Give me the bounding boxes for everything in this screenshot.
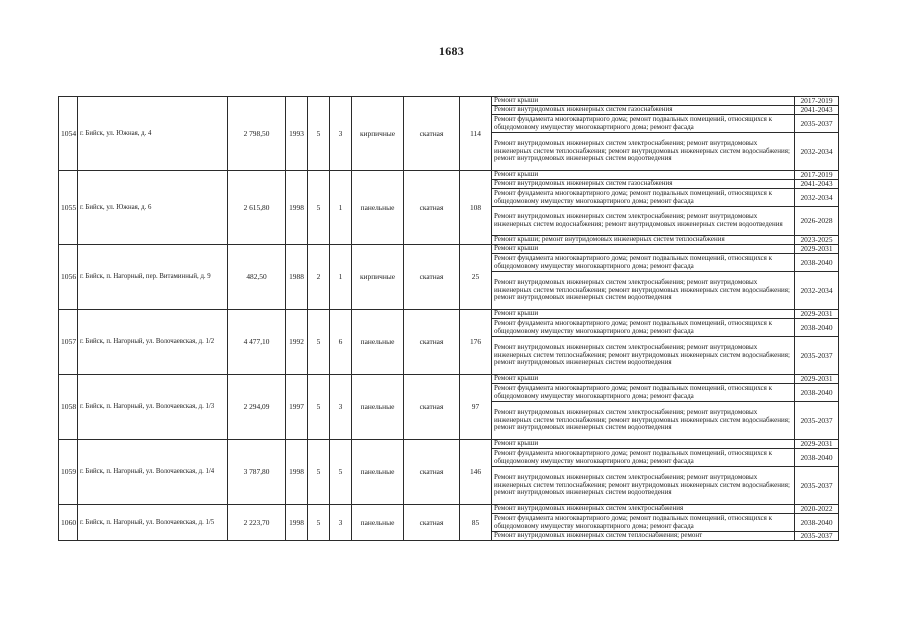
house-flats: 25 (460, 245, 492, 310)
repair-period: 2029-2031 (795, 440, 839, 449)
house-area: 3 787,80 (228, 440, 286, 505)
table-row (59, 440, 839, 449)
table-row (59, 97, 839, 106)
house-roof-type: скатная (404, 375, 460, 440)
house-year: 1993 (286, 97, 308, 171)
repair-work-description: Ремонт крыши (492, 97, 795, 106)
repair-period: 2041-2043 (795, 106, 839, 115)
house-year: 1988 (286, 245, 308, 310)
repair-work-description: Ремонт крыши (492, 310, 795, 319)
repair-period: 2017-2019 (795, 171, 839, 180)
house-area: 2 223,70 (228, 505, 286, 541)
table-row (59, 505, 839, 514)
repair-period: 2038-2040 (795, 384, 839, 402)
house-floors: 2 (308, 245, 330, 310)
repair-work-description: Ремонт фундамента многоквартирного дома; ремонт подвальных помещений, относящихся к общедомовому имуществу многоквартирного дома; ремонт фасада (492, 384, 795, 402)
repair-period: 2032-2034 (795, 133, 839, 171)
house-wall-material: кирпичные (352, 97, 404, 171)
house-address: г. Бийск, п. Нагорный, ул. Волочаевская, д. 1/2 (78, 310, 228, 375)
house-entrances: 3 (330, 375, 352, 440)
house-entrances: 1 (330, 245, 352, 310)
repair-period: 2038-2040 (795, 254, 839, 272)
house-area: 2 294,09 (228, 375, 286, 440)
house-roof-type: скатная (404, 440, 460, 505)
repair-work-description: Ремонт внутридомовых инженерных систем электроснабжения; ремонт внутридомовых инженерных систем теплоснабжения; ремонт внутридомовых инженерных систем водоснабжения; ремонт внутридомовых инженерных систем водоотведения (492, 337, 795, 375)
repair-period: 2032-2034 (795, 189, 839, 207)
house-entrances: 3 (330, 97, 352, 171)
repair-work-description: Ремонт крыши (492, 171, 795, 180)
repair-work-description: Ремонт крыши; ремонт внутридомовых инженерных систем теплоснабжения (492, 236, 795, 245)
house-flats: 85 (460, 505, 492, 541)
house-entrances: 6 (330, 310, 352, 375)
house-floors: 5 (308, 171, 330, 245)
house-floors: 5 (308, 440, 330, 505)
house-wall-material: панельные (352, 310, 404, 375)
house-year: 1992 (286, 310, 308, 375)
repair-work-description: Ремонт крыши (492, 245, 795, 254)
house-address: г. Бийск, п. Нагорный, ул. Волочаевская, д. 1/4 (78, 440, 228, 505)
house-year: 1998 (286, 171, 308, 245)
repair-period: 2038-2040 (795, 449, 839, 467)
house-flats: 176 (460, 310, 492, 375)
repair-work-description: Ремонт внутридомовых инженерных систем газоснабжения (492, 180, 795, 189)
repair-period: 2026-2028 (795, 207, 839, 236)
house-floors: 5 (308, 505, 330, 541)
house-wall-material: панельные (352, 440, 404, 505)
repair-period: 2035-2037 (795, 532, 839, 541)
house-number: 1059 (59, 440, 78, 505)
repair-period: 2035-2037 (795, 337, 839, 375)
house-number: 1058 (59, 375, 78, 440)
table-row (59, 375, 839, 384)
repair-work-description: Ремонт фундамента многоквартирного дома; ремонт подвальных помещений, относящихся к общедомовому имуществу многоквартирного дома; ремонт фасада (492, 254, 795, 272)
house-roof-type: скатная (404, 310, 460, 375)
repair-work-description: Ремонт фундамента многоквартирного дома; ремонт подвальных помещений, относящихся к общедомовому имуществу многоквартирного дома; ремонт фасада (492, 115, 795, 133)
repair-work-description: Ремонт крыши (492, 375, 795, 384)
repair-work-description: Ремонт фундамента многоквартирного дома; ремонт подвальных помещений, относящихся к общедомовому имуществу многоквартирного дома; ремонт фасада (492, 319, 795, 337)
house-area: 4 477,10 (228, 310, 286, 375)
house-roof-type: скатная (404, 171, 460, 245)
house-flats: 114 (460, 97, 492, 171)
repair-work-description: Ремонт внутридомовых инженерных систем газоснабжения (492, 106, 795, 115)
page-number: 1683 (438, 44, 465, 58)
house-wall-material: кирпичные (352, 245, 404, 310)
house-floors: 5 (308, 375, 330, 440)
repair-period: 2020-2022 (795, 505, 839, 514)
repair-period: 2035-2037 (795, 467, 839, 505)
house-number: 1057 (59, 310, 78, 375)
repair-period: 2038-2040 (795, 514, 839, 532)
house-wall-material: панельные (352, 171, 404, 245)
repair-work-description: Ремонт фундамента многоквартирного дома; ремонт подвальных помещений, относящихся к общедомовому имуществу многоквартирного дома; ремонт фасада (492, 449, 795, 467)
house-area: 482,50 (228, 245, 286, 310)
house-wall-material: панельные (352, 375, 404, 440)
repair-period: 2023-2025 (795, 236, 839, 245)
house-number: 1056 (59, 245, 78, 310)
repair-period: 2038-2040 (795, 319, 839, 337)
house-flats: 108 (460, 171, 492, 245)
repair-period: 2032-2034 (795, 272, 839, 310)
repair-work-description: Ремонт внутридомовых инженерных систем электроснабжения (492, 505, 795, 514)
repair-period: 2035-2037 (795, 115, 839, 133)
house-address: г. Бийск, ул. Южная, д. 4 (78, 97, 228, 171)
house-year: 1998 (286, 440, 308, 505)
table-row (59, 171, 839, 180)
house-number: 1055 (59, 171, 78, 245)
house-address: г. Бийск, ул. Южная, д. 6 (78, 171, 228, 245)
house-number: 1060 (59, 505, 78, 541)
repair-period: 2041-2043 (795, 180, 839, 189)
table-row (59, 245, 839, 254)
house-area: 2 798,50 (228, 97, 286, 171)
house-floors: 5 (308, 97, 330, 171)
repair-work-description: Ремонт внутридомовых инженерных систем электроснабжения; ремонт внутридомовых инженерных систем теплоснабжения; ремонт внутридомовых инженерных систем водоснабжения; ремонт внутридомовых инженерных систем водоотведения (492, 133, 795, 171)
house-flats: 146 (460, 440, 492, 505)
repair-work-description: Ремонт внутридомовых инженерных систем теплоснабжения; ремонт (492, 532, 795, 541)
house-number: 1054 (59, 97, 78, 171)
repair-work-description: Ремонт внутридомовых инженерных систем электроснабжения; ремонт внутридомовых инженерных систем теплоснабжения; ремонт внутридомовых инженерных систем водоснабжения; ремонт внутридомовых инженерных систем водоотведения (492, 272, 795, 310)
house-address: г. Бийск, п. Нагорный, ул. Волочаевская, д. 1/3 (78, 375, 228, 440)
house-entrances: 5 (330, 440, 352, 505)
repair-period: 2029-2031 (795, 375, 839, 384)
house-address: г. Бийск, п. Нагорный, пер. Витаминный, д. 9 (78, 245, 228, 310)
house-entrances: 1 (330, 171, 352, 245)
repair-period: 2035-2037 (795, 402, 839, 440)
house-wall-material: панельные (352, 505, 404, 541)
house-address: г. Бийск, п. Нагорный, ул. Волочаевская, д. 1/5 (78, 505, 228, 541)
repair-work-description: Ремонт внутридомовых инженерных систем электроснабжения; ремонт внутридомовых инженерных систем теплоснабжения; ремонт внутридомовых инженерных систем водоснабжения; ремонт внутридомовых инженерных систем водоотведения (492, 467, 795, 505)
repair-work-description: Ремонт внутридомовых инженерных систем электроснабжения; ремонт внутридомовых инженерных систем водоснабжения; ремонт внутридомовых инженерных систем водоотведения (492, 207, 795, 236)
repair-work-description: Ремонт крыши (492, 440, 795, 449)
repair-period: 2017-2019 (795, 97, 839, 106)
table-body (59, 97, 839, 541)
table-row (59, 310, 839, 319)
house-roof-type: скатная (404, 245, 460, 310)
repair-period: 2029-2031 (795, 310, 839, 319)
repair-work-description: Ремонт фундамента многоквартирного дома; ремонт подвальных помещений, относящихся к общедомовому имуществу многоквартирного дома; ремонт фасада (492, 189, 795, 207)
house-roof-type: скатная (404, 97, 460, 171)
house-area: 2 615,80 (228, 171, 286, 245)
repair-work-description: Ремонт внутридомовых инженерных систем электроснабжения; ремонт внутридомовых инженерных систем теплоснабжения; ремонт внутридомовых инженерных систем водоснабжения; ремонт внутридомовых инженерных систем водоотведения (492, 402, 795, 440)
repair-period: 2029-2031 (795, 245, 839, 254)
capital-repair-table (58, 96, 839, 541)
house-roof-type: скатная (404, 505, 460, 541)
house-entrances: 3 (330, 505, 352, 541)
house-floors: 5 (308, 310, 330, 375)
house-flats: 97 (460, 375, 492, 440)
house-year: 1997 (286, 375, 308, 440)
house-year: 1998 (286, 505, 308, 541)
repair-work-description: Ремонт фундамента многоквартирного дома; ремонт подвальных помещений, относящихся к общедомовому имуществу многоквартирного дома; ремонт фасада (492, 514, 795, 532)
